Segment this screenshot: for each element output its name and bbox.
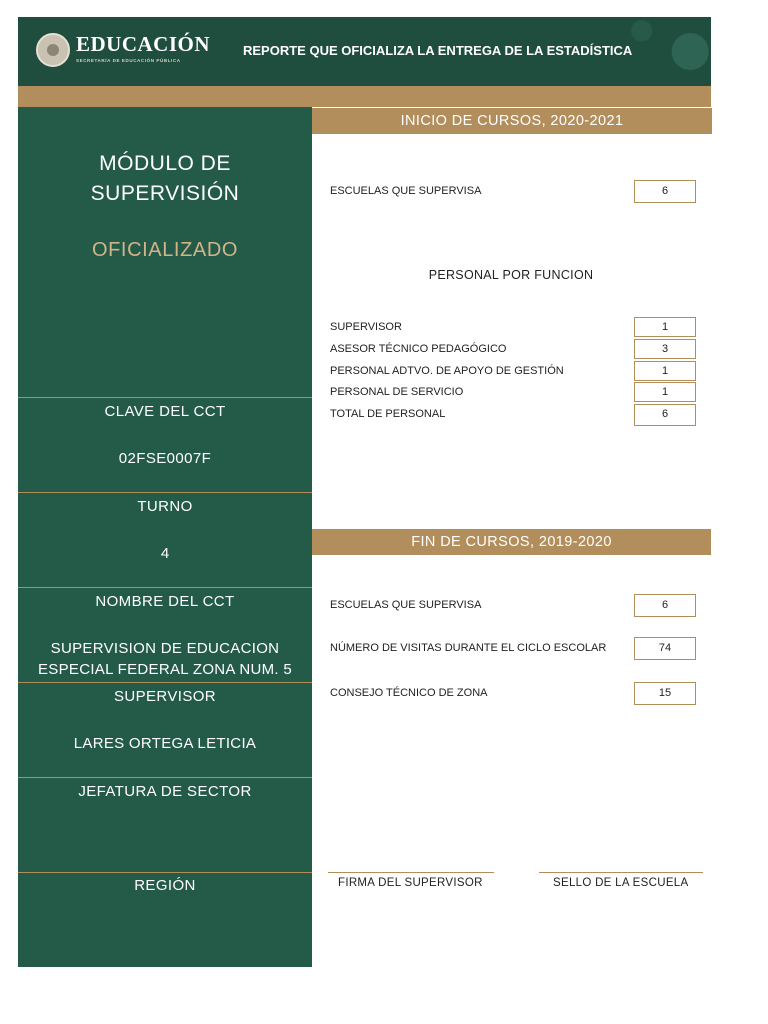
supervisor-value: LARES ORTEGA LETICIA: [73, 735, 257, 752]
fin-row-value: 74: [634, 637, 696, 660]
personal-row-label: ASESOR TÉCNICO PEDAGÓGICO: [330, 343, 507, 355]
personal-row-label: PERSONAL DE SERVICIO: [330, 386, 464, 398]
fin-row-value: 15: [634, 682, 696, 705]
region-label: REGIÓN: [134, 877, 196, 894]
turno-label: TURNO: [137, 498, 193, 515]
cct-value: 02FSE0007F: [118, 450, 212, 467]
divider: [18, 587, 312, 588]
stamp-line: [539, 872, 703, 873]
nombre-value-line2: ESPECIAL FEDERAL ZONA NUM. 5: [37, 661, 293, 678]
header-band: [18, 86, 711, 107]
personal-row-value: 1: [634, 382, 696, 402]
divider: [18, 872, 312, 873]
divider: [18, 777, 312, 778]
module-title-line2: SUPERVISIÓN: [90, 182, 240, 205]
nombre-label: NOMBRE DEL CCT: [95, 593, 235, 610]
header-banner: [18, 17, 711, 86]
personal-row-value: 3: [634, 339, 696, 359]
status-label: OFICIALIZADO: [91, 239, 239, 261]
turno-value: 4: [160, 545, 170, 562]
fin-section-title: FIN DE CURSOS, 2019-2020: [312, 529, 711, 555]
personal-row-label: PERSONAL ADTVO. DE APOYO DE GESTIÓN: [330, 365, 564, 377]
fin-row-label: CONSEJO TÉCNICO DE ZONA: [330, 687, 488, 699]
signature-line: [328, 872, 494, 873]
report-title: REPORTE QUE OFICIALIZA LA ENTREGA DE LA ESTADÍSTICA: [243, 43, 633, 58]
jefatura-label: JEFATURA DE SECTOR: [78, 783, 252, 800]
personal-row-value: 1: [634, 361, 696, 381]
personal-row-value: 1: [634, 317, 696, 337]
fin-row-value: 6: [634, 594, 696, 617]
signature-supervisor-label: FIRMA DEL SUPERVISOR: [338, 877, 483, 889]
escuelas-value: 6: [634, 180, 696, 203]
seal-icon: [36, 33, 70, 67]
personal-title: PERSONAL POR FUNCION: [428, 268, 594, 282]
left-panel: [18, 107, 312, 967]
personal-total-label: TOTAL DE PERSONAL: [330, 408, 446, 420]
nombre-value-line1: SUPERVISION DE EDUCACION: [50, 640, 280, 657]
supervisor-label: SUPERVISOR: [113, 688, 217, 705]
personal-total-value: 6: [634, 404, 696, 426]
divider: [18, 397, 312, 398]
logo-subtitle: SECRETARÍA DE EDUCACIÓN PÚBLICA: [76, 58, 181, 63]
fin-row-label: ESCUELAS QUE SUPERVISA: [330, 599, 482, 611]
cct-label: CLAVE DEL CCT: [104, 403, 226, 420]
stamp-school-label: SELLO DE LA ESCUELA: [553, 877, 689, 889]
escuelas-label: ESCUELAS QUE SUPERVISA: [330, 185, 482, 197]
module-title-line1: MÓDULO DE: [99, 152, 231, 175]
inicio-section-title: INICIO DE CURSOS, 2020-2021: [312, 108, 712, 134]
divider: [18, 682, 312, 683]
logo-title: EDUCACIÓN: [76, 32, 211, 56]
personal-row-label: SUPERVISOR: [330, 321, 402, 333]
divider: [18, 492, 312, 493]
fin-row-label: NÚMERO DE VISITAS DURANTE EL CICLO ESCOLAR: [330, 642, 607, 654]
